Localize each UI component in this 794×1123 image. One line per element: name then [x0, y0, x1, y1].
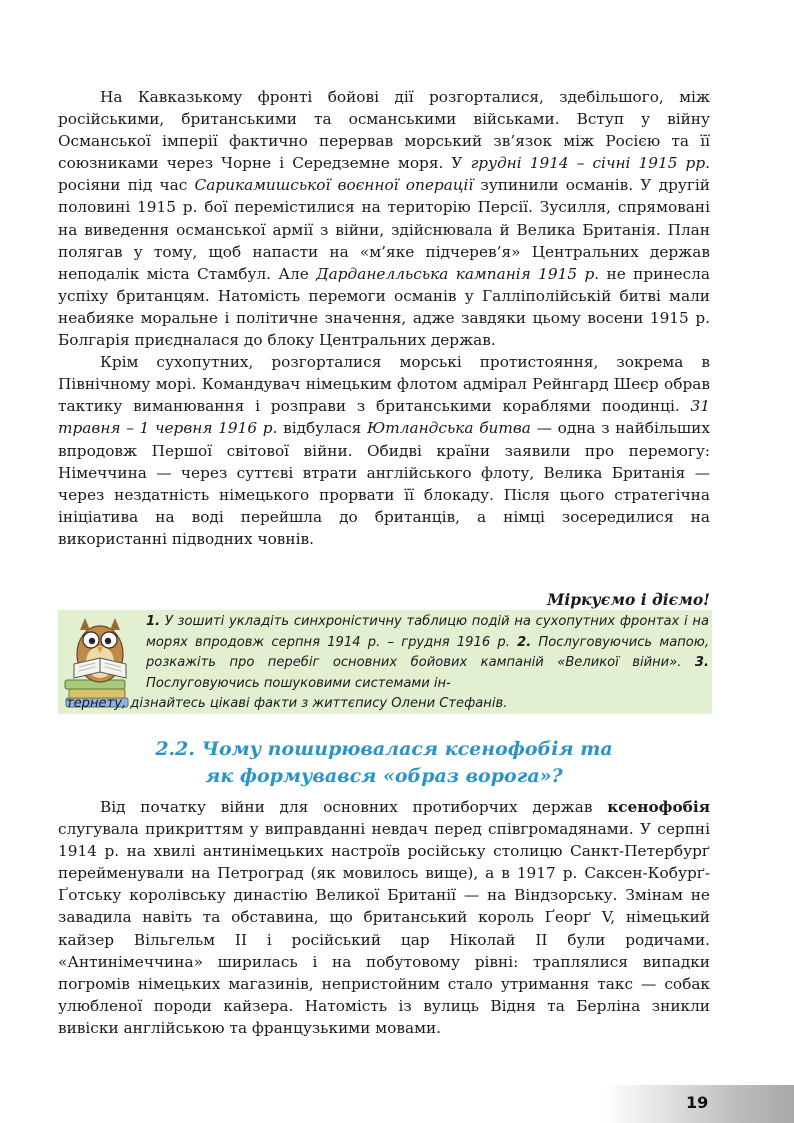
paragraph-xenophobia: Від початку війни для основних протиборчих держав ксенофобія слугувала прикриттям у виправданні невдач перед співгромадянами. У серпні 1914 р. на хвилі антинімецьких настроїв російську столицю Санкт-Петербурґ перейменували на Петроград (як мовилось вище), а в 1917 р. Саксен-Кобурґ-Ґотську королівську династію Великої Британії — на Віндзорську. Змінам не завадила навіть та обставина, що британський король Ґеорґ V, німецький кайзер Вільгельм II і російський цар Ніколай II були родичами. «Антинімеччина» ширилась і на побутовому рівні: траплялися випадки погромів німецьких магазинів, непристойним стало утримання такс — собак улюбленої породи кайзера. Натомість із вулиць Відня та Берліна зникли вивіски англійською та французькими мовами. [58, 798, 710, 1037]
sarykamysh-operation: Сарикамишської воєнної операції [194, 176, 474, 195]
task-list: 1. У зошиті укладіть синхроністичну таблицю подій на сухопутних фронтах і на морях впродовж серпня 1914 р. – грудня 1916 р. 2. Послуговуючись мапою, розкажіть про перебіг основних бойових кампаній «Великої війни». 3. Послуговуючись пошуковими системами ін- тернету, дізнайтесь цікаві факти з життєпису Олени Стефанів. [66, 614, 709, 712]
paragraph-naval-battles: Крім сухопутних, розгорталися морські протистояння, зокрема в Північному морі. Командувач німецьким флотом адмірал Рейнгард Шеєр обрав тактику виманювання і розправи з британськими кораблями поодинці. 31 травня – 1 червня 1916 р. відбулася Ютландська битва — одна з найбільших впродовж Першої світової війни. Обидві країни заявили про перемогу: Німеччина — через суттєві втрати англійського флоту, Велика Британія — через нездатність німецького прорвати її блокаду. Після цього стратегічна ініціатива на воді перейшла до британців, а німці зосередилися на використанні підводних човнів. [58, 353, 710, 548]
think-act-heading: Міркуємо і діємо! [547, 590, 710, 609]
jutland-battle: Ютландська битва [366, 419, 531, 438]
term-xenophobia: ксенофобія [607, 798, 710, 816]
date-dec-jan: грудні 1914 – січні 1915 рр. [470, 154, 710, 173]
page-number: 19 [686, 1093, 709, 1112]
section-title: 2.2. Чому поширювалася ксенофобія та як формувався «образ ворога»? [155, 738, 613, 787]
date-jutland: 31 травня – 1 червня 1916 р. [58, 397, 710, 438]
paragraph-caucasus-front: На Кавказькому фронті бойові дії розгорталися, здебільшого, між російськими, британськими та османськими військами. Вступ у війну Османської імперії фактично перервав морський зв’язок між Росією та її союзниками через Чорне і Середземне моря. У грудні 1914 – січні 1915 рр. росіяни під час Сарикамишської воєнної операції зупинили османів. У другій половині 1915 р. бої перемістилися на територію Персії. Зусилля, спрямовані на виведення османської армії з війни, здійснювала й Велика Британія. План полягав у тому, щоб напасти на «м’яке підчерев’я» Центральних держав неподалік міста Стамбул. Але Дарданелльська кампанія 1915 р. не принесла успіху британцям. Натомість перемоги османів у Галліполійській битві мали неабияке моральне і політичне значення, адже завдяки цьому восени 1915 р. Болгарія приєдналася до блоку Центральних держав. [58, 88, 710, 350]
text-block-xenophobia [58, 796, 710, 1039]
dardanelles-campaign: Дарданелльська кампанія 1915 р. [316, 264, 600, 283]
text-block-kavkaz [58, 86, 710, 550]
